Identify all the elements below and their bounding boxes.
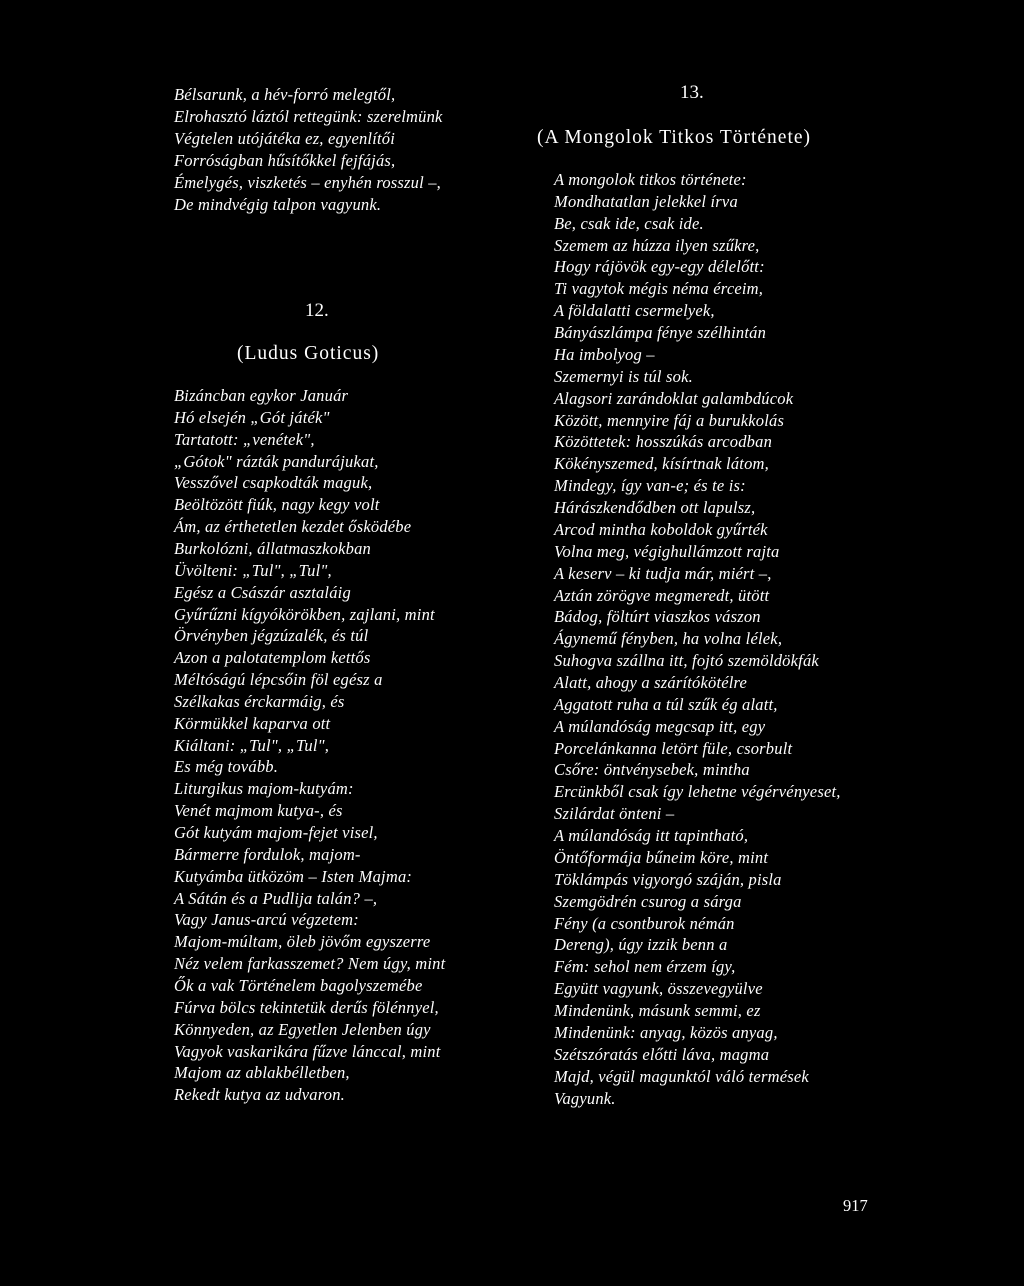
verse-line: Könnyeden, az Egyetlen Jelenben úgy — [174, 1019, 431, 1039]
verse-line: De mindvégig talpon vagyunk. — [174, 194, 382, 214]
verse-line: Körmükkel kaparva ott — [174, 713, 331, 733]
verse-line: Csőre: öntvénysebek, mintha — [554, 760, 750, 780]
verse-line: Méltóságú lépcsőin föl egész a — [174, 670, 383, 690]
verse-line: Végtelen utójátéka ez, egyenlítői — [174, 128, 396, 148]
verse-line: Alagsori zarándoklat galambdúcok — [554, 388, 794, 408]
verse-line: A múlandóság megcsap itt, egy — [554, 716, 766, 736]
poem-title: (Ludus Goticus) — [237, 343, 380, 364]
verse-line: Vesszővel csapkodták maguk, — [174, 473, 373, 493]
verse-line: Porcelánkanna letört füle, csorbult — [554, 738, 793, 758]
verse-line: Ők a vak Történelem bagolyszemébe — [174, 975, 423, 995]
verse-line: Be, csak ide, csak ide. — [554, 213, 704, 233]
verse-line: A mongolok titkos története: — [554, 170, 747, 189]
page-number: 917 — [843, 1196, 868, 1215]
verse-line: Öntőformája bűneim köre, mint — [554, 847, 769, 867]
verse-line: Mondhatatlan jelekkel írva — [554, 191, 738, 211]
verse-line: Burkolózni, állatmaszkokban — [174, 538, 371, 558]
verse-line: Kökényszemed, kísírtnak látom, — [554, 454, 769, 474]
verse-line: Aggatott ruha a túl szűk ég alatt, — [554, 694, 778, 714]
verse-line: Egész a Császár asztaláig — [174, 582, 351, 602]
verse-line: Forróságban hűsítőkkel fejfájás, — [174, 150, 396, 170]
poem-title: (A Mongolok Titkos Története) — [537, 127, 812, 148]
verse-line: Émelygés, viszketés – enyhén rosszul –, — [174, 172, 441, 192]
verse-line: Szilárdat önteni – — [554, 804, 675, 824]
verse-line: Majd, végül magunktól váló termések — [554, 1066, 809, 1086]
verse-line: Elrohasztó láztól rettegünk: szerelmünk — [174, 106, 443, 126]
verse-line: A múlandóság itt tapintható, — [554, 826, 749, 846]
verse-line: Majom az ablakbélletben, — [174, 1063, 350, 1083]
verse-line: Szemgödrén csurog a sárga — [554, 891, 742, 911]
verse-line: Fény (a csontburok némán — [554, 913, 735, 933]
verse-line: Ha imbolyog – — [554, 344, 655, 364]
verse-line: Mindegy, így van-e; és te is: — [554, 476, 746, 496]
poem-number: 13. — [680, 82, 704, 103]
verse-line: Bélsarunk, a hév-forró melegtől, — [174, 85, 396, 104]
verse-line: Tartatott: „venétek", — [174, 429, 315, 449]
verse-line: Töklámpás vigyorgó száján, pisla — [554, 869, 782, 889]
verse-line: Majom-múltam, öleb jövőm egyszerre — [174, 932, 431, 952]
verse-line: A földalatti csermelyek, — [554, 301, 715, 321]
verse-line: Dereng), úgy izzik benn a — [554, 935, 728, 955]
verse-line: Bányászlámpa fénye szélhintán — [554, 323, 767, 343]
verse-line: Hárászkendődben ott lapulsz, — [554, 498, 756, 518]
verse-line: A keserv – ki tudja már, miért –, — [554, 563, 772, 583]
verse-line: Üvölteni: „Tul", „Tul", — [174, 560, 332, 580]
verse-line: Gót kutyám majom-fejet visel, — [174, 823, 378, 842]
verse-line: Együtt vagyunk, összevegyülve — [554, 979, 763, 999]
verse-line: Ercünkből csak így lehetne végérvényeset, — [554, 782, 841, 802]
verse-line: Között, mennyire fáj a burukkolás — [554, 410, 785, 430]
verse-line: Ám, az érthetetlen kezdet ősködébe — [174, 517, 412, 537]
verse-line: „Gótok" rázták pandurájukat, — [174, 451, 379, 471]
verse-line: Fúrva bölcs tekintetük derűs fölénnyel, — [174, 997, 439, 1017]
verse-line: Ti vagytok mégis néma érceim, — [554, 279, 764, 299]
verse-line: Vagyok vaskarikára fűzve lánccal, mint — [174, 1041, 441, 1061]
verse-line: Es még tovább. — [174, 757, 279, 777]
verse-line: Ágynemű fényben, ha volna lélek, — [554, 629, 783, 649]
verse-line: Rekedt kutya az udvaron. — [174, 1085, 345, 1105]
verse-line: Azon a palotatemplom kettős — [174, 648, 371, 668]
poem-number: 12. — [305, 300, 329, 321]
verse-line: Közöttetek: hosszúkás arcodban — [554, 432, 773, 452]
verse-line: Liturgikus majom-kutyám: — [174, 779, 354, 799]
verse-line: Beöltözött fiúk, nagy kegy volt — [174, 495, 380, 515]
verse-line: Hó elsején „Gót játék" — [174, 407, 330, 427]
verse-line: Fém: sehol nem érzem így, — [554, 957, 736, 977]
verse-line: Hogy rájövök egy-egy délelőtt: — [554, 257, 765, 277]
verse-line: Vagy Janus-arcú végzetem: — [174, 910, 359, 930]
verse-line: Venét majmom kutya-, és — [174, 801, 343, 821]
verse-line: Néz velem farkasszemet? Nem úgy, mint — [174, 954, 446, 974]
verse-line: Szemem az húzza ilyen szűkre, — [554, 235, 760, 255]
verse-line: Vagyunk. — [554, 1088, 616, 1108]
verse-line: Aztán zörögve megmeredt, ütött — [554, 585, 770, 605]
verse-line: Alatt, ahogy a szárítókötélre — [554, 673, 748, 692]
verse-line: Suhogva szállna itt, fojtó szemöldökfák — [554, 651, 819, 671]
verse-line: Bármerre fordulok, majom- — [174, 844, 361, 864]
verse-line: Volna meg, végighullámzott rajta — [554, 541, 780, 561]
verse-line: Bádog, föltúrt viaszkos vászon — [554, 607, 761, 627]
verse-line: Mindenünk: anyag, közös anyag, — [554, 1022, 778, 1042]
verse-line: Szemernyi is túl sok. — [554, 366, 693, 386]
verse-line: Örvényben jégzúzalék, és túl — [174, 626, 369, 646]
verse-line: A Sátán és a Pudlija talán? –, — [174, 888, 378, 908]
verse-line: Bizáncban egykor Január — [174, 386, 349, 405]
verse-line: Gyűrűzni kígyókörökben, zajlani, mint — [174, 604, 435, 624]
verse-line: Szétszóratás előtti láva, magma — [554, 1044, 770, 1064]
verse-line: Kutyámba ütközöm – Isten Majma: — [174, 866, 413, 886]
verse-line: Szélkakas érckarmáig, és — [174, 691, 345, 711]
verse-line: Kiáltani: „Tul", „Tul", — [174, 735, 330, 755]
verse-line: Arcod mintha koboldok gyűrték — [554, 519, 768, 539]
verse-line: Mindenünk, másunk semmi, ez — [554, 1001, 761, 1021]
